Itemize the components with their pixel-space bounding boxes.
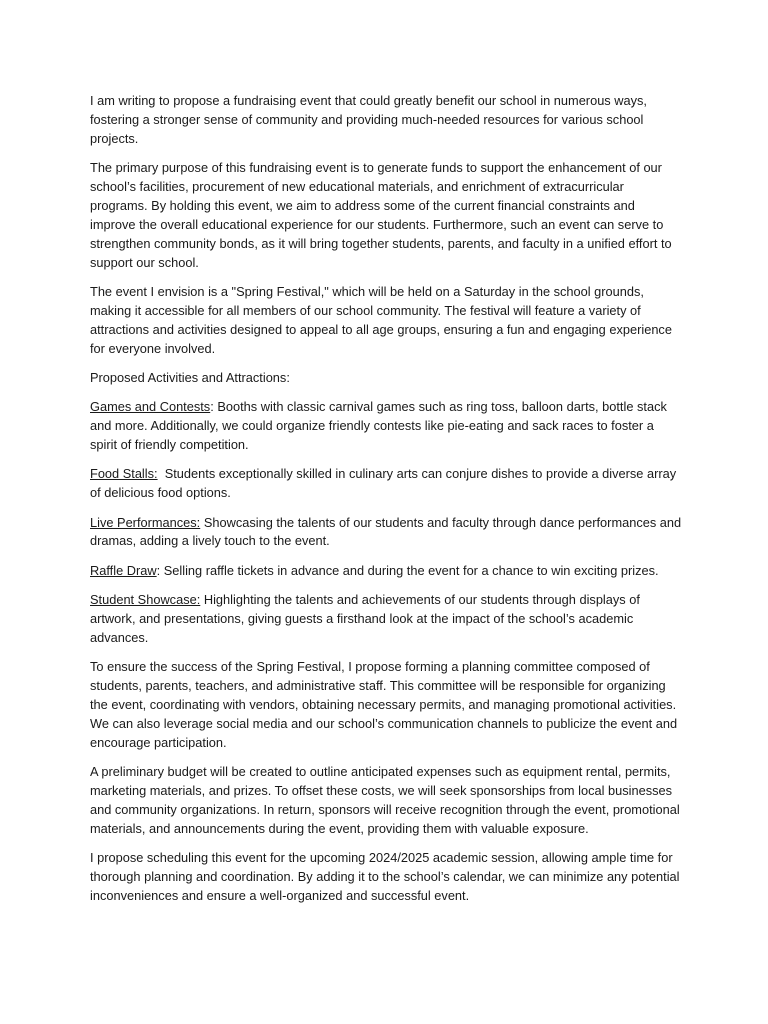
activity-title: Raffle Draw bbox=[90, 562, 157, 578]
event-description-paragraph: The event I envision is a "Spring Festival," which will be held on a Saturday in the school grounds, making it accessible for all members of our school community. The festival will feature a variety of attractions and activities designed to appeal to all age groups, ensuring a fun and engaging experience for everyone involved. bbox=[90, 283, 672, 356]
purpose-paragraph: The primary purpose of this fundraising event is to generate funds to support the enhancement of our school’s facilities, procurement of new educational materials, and enrichment of extracurricular programs. By holding this event, we aim to address some of the current financial constraints and improve the overall educational experience for our students. Furthermore, such an event can serve to strengthen community bonds, as it will bring together students, parents, and faculty in a unified effort to support our school. bbox=[90, 160, 672, 270]
budget-paragraph: A preliminary budget will be created to outline anticipated expenses such as equipment rental, permits, marketing materials, and prizes. To offset these costs, we will seek sponsorships from local businesses and community organizations. In return, sponsors will receive recognition through the event, promotional materials, and announcements during the event, providing them with valuable exposure. bbox=[90, 764, 680, 836]
activity-separator: : bbox=[156, 562, 164, 578]
scheduling-paragraph: I propose scheduling this event for the upcoming 2024/2025 academic session, allowing ample time for thorough planning and coordination. By adding it to the school’s calendar, we can minimize any potential inconveniences and ensure a well-organized and successful event. bbox=[90, 850, 680, 903]
intro-paragraph: I am writing to propose a fundraising event that could greatly benefit our school in numerous ways, fostering a stronger sense of community and providing much-needed resources for various school projects. bbox=[90, 93, 647, 146]
activity-separator bbox=[158, 466, 165, 481]
activity-item-performances bbox=[90, 514, 682, 552]
activity-item-food bbox=[90, 465, 682, 503]
activity-text: Showcasing the talents of our students and faculty through dance performances and dramas, adding a lively touch to the event. bbox=[90, 514, 682, 549]
document-body bbox=[90, 92, 682, 916]
planning-paragraph: To ensure the success of the Spring Festival, I propose forming a planning committee composed of students, parents, teachers, and administrative staff. This committee will be responsible for organizing the event, coordinating with vendors, obtaining necessary permits, and managing promotional activities. We can also leverage social media and our school’s communication channels to publicize the event and encourage participation. bbox=[90, 659, 678, 750]
activity-item-games bbox=[90, 398, 682, 455]
activity-title: Live Performances: bbox=[90, 514, 201, 530]
activity-separator: : bbox=[210, 399, 218, 415]
activity-text: Students exceptionally skilled in culinary arts can conjure dishes to provide a diverse array of delicious food options. bbox=[90, 466, 677, 501]
activity-text: Selling raffle tickets in advance and during the event for a chance to win exciting prizes. bbox=[163, 562, 659, 578]
activity-item-raffle bbox=[90, 562, 682, 581]
activity-title: Student Showcase: bbox=[90, 592, 201, 608]
activity-item-showcase bbox=[90, 591, 682, 648]
activity-text: Highlighting the talents and achievements of our students through displays of artwork, and presentations, giving guests a firsthand look at the impact of the school’s academic advances. bbox=[90, 592, 640, 645]
activity-text: Booths with classic carnival games such as ring toss, balloon darts, bottle stack and more. Additionally, we could organize friendly contests like pie-eating and sack races to foster a spirit of friendly competition. bbox=[90, 399, 667, 453]
activities-heading: Proposed Activities and Attractions: bbox=[90, 369, 290, 385]
activity-title: Games and Contests bbox=[90, 399, 211, 415]
activity-title: Food Stalls: bbox=[90, 466, 158, 482]
